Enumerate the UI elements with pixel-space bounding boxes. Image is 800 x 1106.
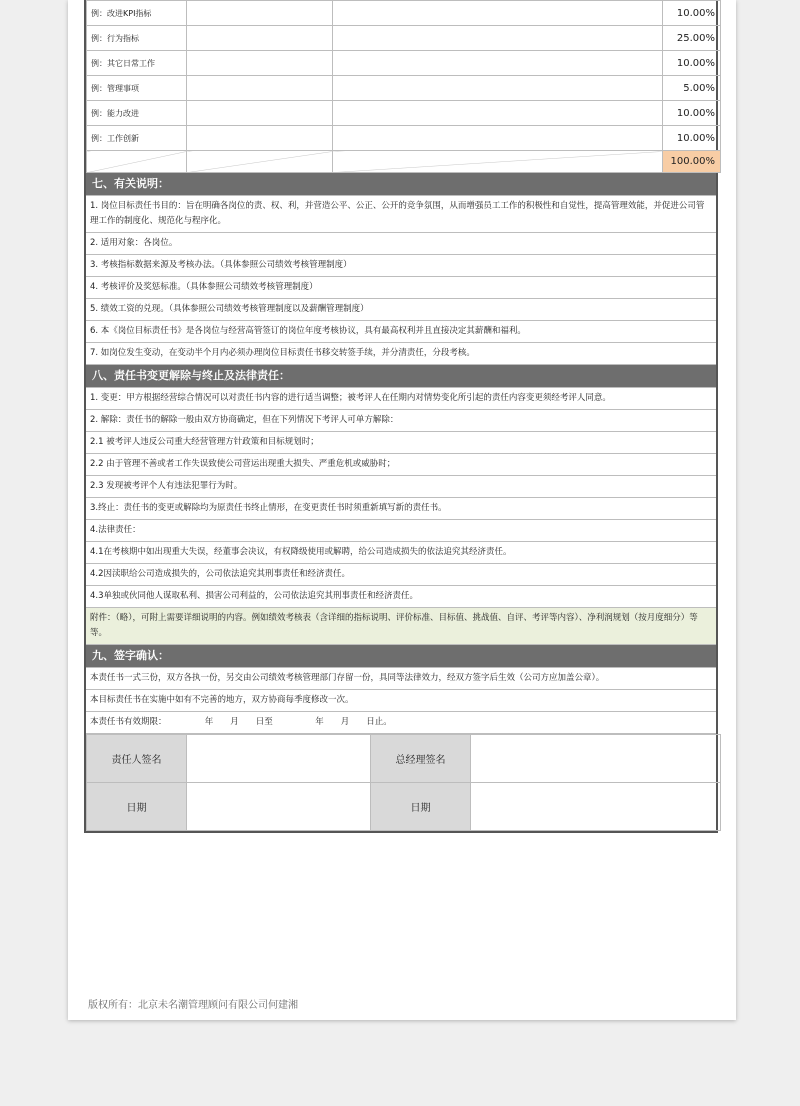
kpi-total-cell: 100.00% — [663, 151, 721, 173]
kpi-indicator-cell: 例：行为指标 — [87, 26, 187, 51]
attachment-note: 附件：（略），可附上需要详细说明的内容。例如绩效考核表（含详细的指标说明、评价标准、目标值、挑战值、自评、考评等内容）、净利润规划（按月度细分）等等。 — [86, 608, 716, 645]
kpi-row — [87, 1, 721, 26]
section7-item: 7. 如岗位发生变动，在变动半个月内必须办理岗位目标责任书移交转签手续，并分清责任，分段考核。 — [86, 343, 716, 365]
kpi-description-cell — [333, 76, 663, 101]
section8-item: 4.2因渎职给公司造成损失的，公司依法追究其刑事责任和经济责任。 — [86, 564, 716, 586]
kpi-indicator-cell: 例：其它日常工作 — [87, 51, 187, 76]
kpi-indicator-cell: 例：改进KPI指标 — [87, 1, 187, 26]
section7-item: 2. 适用对象：各岗位。 — [86, 233, 716, 255]
kpi-target-cell — [187, 51, 333, 76]
section8-item: 4.1在考核期中如出现重大失误，经董事会决议，有权降级使用或解聘，给公司造成损失的依法追究其经济责任。 — [86, 542, 716, 564]
section8-item: 3.终止：责任书的变更或解除均为原责任书终止情形，在变更责任书时须重新填写新的责任书。 — [86, 498, 716, 520]
section-9-list — [86, 668, 716, 734]
gm-date-field[interactable] — [471, 783, 721, 831]
section9-item: 本目标责任书在实施中如有不完善的地方，双方协商每季度修改一次。 — [86, 690, 716, 712]
section7-item: 1. 岗位目标责任书目的：旨在明确各岗位的责、权、利，并营造公平、公正、公开的竞争氛围，从而增强员工工作的积极性和自觉性，提高管理效能，并促进公司管理工作的制度化、规范化与程序化。 — [86, 196, 716, 233]
kpi-weight-cell: 10.00% — [663, 101, 721, 126]
section8-item: 2.1 被考评人违反公司重大经营管理方针政策和目标规划时； — [86, 432, 716, 454]
gm-date-label: 日期 — [371, 783, 471, 831]
kpi-target-cell — [187, 101, 333, 126]
responsible-date-label: 日期 — [87, 783, 187, 831]
section8-item: 2.2 由于管理不善或者工作失误致使公司营运出现重大损失、严重危机或威胁时； — [86, 454, 716, 476]
section8-item: 4.3单独或伙同他人谋取私利、损害公司利益的，公司依法追究其刑事责任和经济责任。 — [86, 586, 716, 608]
kpi-weight-table — [86, 0, 721, 173]
kpi-weight-cell: 5.00% — [663, 76, 721, 101]
copyright-footer: 版权所有：北京未名潮管理顾问有限公司何建湘 — [88, 1000, 298, 1011]
kpi-row — [87, 101, 721, 126]
kpi-target-cell — [187, 26, 333, 51]
section7-item: 3. 考核指标数据来源及考核办法。（具体参照公司绩效考核管理制度） — [86, 255, 716, 277]
kpi-weight-cell: 10.00% — [663, 126, 721, 151]
section7-item: 6. 本《岗位目标责任书》是各岗位与经营高管签订的岗位年度考核协议，具有最高权利并且直接决定其薪酬和福利。 — [86, 321, 716, 343]
kpi-indicator-cell: 例：管理事项 — [87, 76, 187, 101]
kpi-description-cell — [333, 26, 663, 51]
kpi-indicator-cell: 例：能力改进 — [87, 101, 187, 126]
kpi-target-cell — [187, 1, 333, 26]
kpi-target-cell — [187, 126, 333, 151]
section9-item: 本责任书一式三份，双方各执一份，另交由公司绩效考核管理部门存留一份，具同等法律效力，经双方签字后生效（公司方应加盖公章）。 — [86, 668, 716, 690]
kpi-target-cell — [187, 76, 333, 101]
section-8-list — [86, 388, 716, 608]
responsible-date-field[interactable] — [187, 783, 371, 831]
section8-item: 1. 变更：甲方根据经营综合情况可以对责任书内容的进行适当调整；被考评人在任期内对情势变化所引起的责任内容变更须经考评人同意。 — [86, 388, 716, 410]
signature-table — [86, 734, 721, 831]
gm-signature-field[interactable] — [471, 735, 721, 783]
kpi-description-cell — [333, 1, 663, 26]
gm-signature-label: 总经理签名 — [371, 735, 471, 783]
document-page — [68, 0, 736, 1020]
kpi-row — [87, 26, 721, 51]
kpi-description-cell — [333, 126, 663, 151]
responsible-signature-field[interactable] — [187, 735, 371, 783]
section7-item: 5. 绩效工资的兑现。（具体参照公司绩效考核管理制度以及薪酬管理制度） — [86, 299, 716, 321]
section-7-list — [86, 196, 716, 365]
section-8-header: 八、责任书变更解除与终止及法律责任： — [86, 365, 716, 388]
kpi-row — [87, 126, 721, 151]
kpi-row — [87, 51, 721, 76]
section9-item: 本责任书有效期限： 年 月 日至 年 月 日止。 — [86, 712, 716, 734]
responsibility-sheet — [84, 0, 718, 833]
kpi-weight-cell: 25.00% — [663, 26, 721, 51]
kpi-indicator-cell: 例：工作创新 — [87, 126, 187, 151]
section7-item: 4. 考核评价及奖惩标准。（具体参照公司绩效考核管理制度） — [86, 277, 716, 299]
kpi-description-cell — [333, 101, 663, 126]
section-9-header: 九、签字确认： — [86, 645, 716, 668]
kpi-weight-cell: 10.00% — [663, 1, 721, 26]
responsible-signature-label: 责任人签名 — [87, 735, 187, 783]
section8-item: 4.法律责任： — [86, 520, 716, 542]
section8-item: 2. 解除：责任书的解除一般由双方协商确定，但在下列情况下考评人可单方解除： — [86, 410, 716, 432]
kpi-row — [87, 76, 721, 101]
kpi-total-row — [87, 151, 721, 173]
kpi-weight-cell: 10.00% — [663, 51, 721, 76]
kpi-description-cell — [333, 51, 663, 76]
section-7-header: 七、有关说明： — [86, 173, 716, 196]
section8-item: 2.3 发现被考评个人有违法犯罪行为时。 — [86, 476, 716, 498]
